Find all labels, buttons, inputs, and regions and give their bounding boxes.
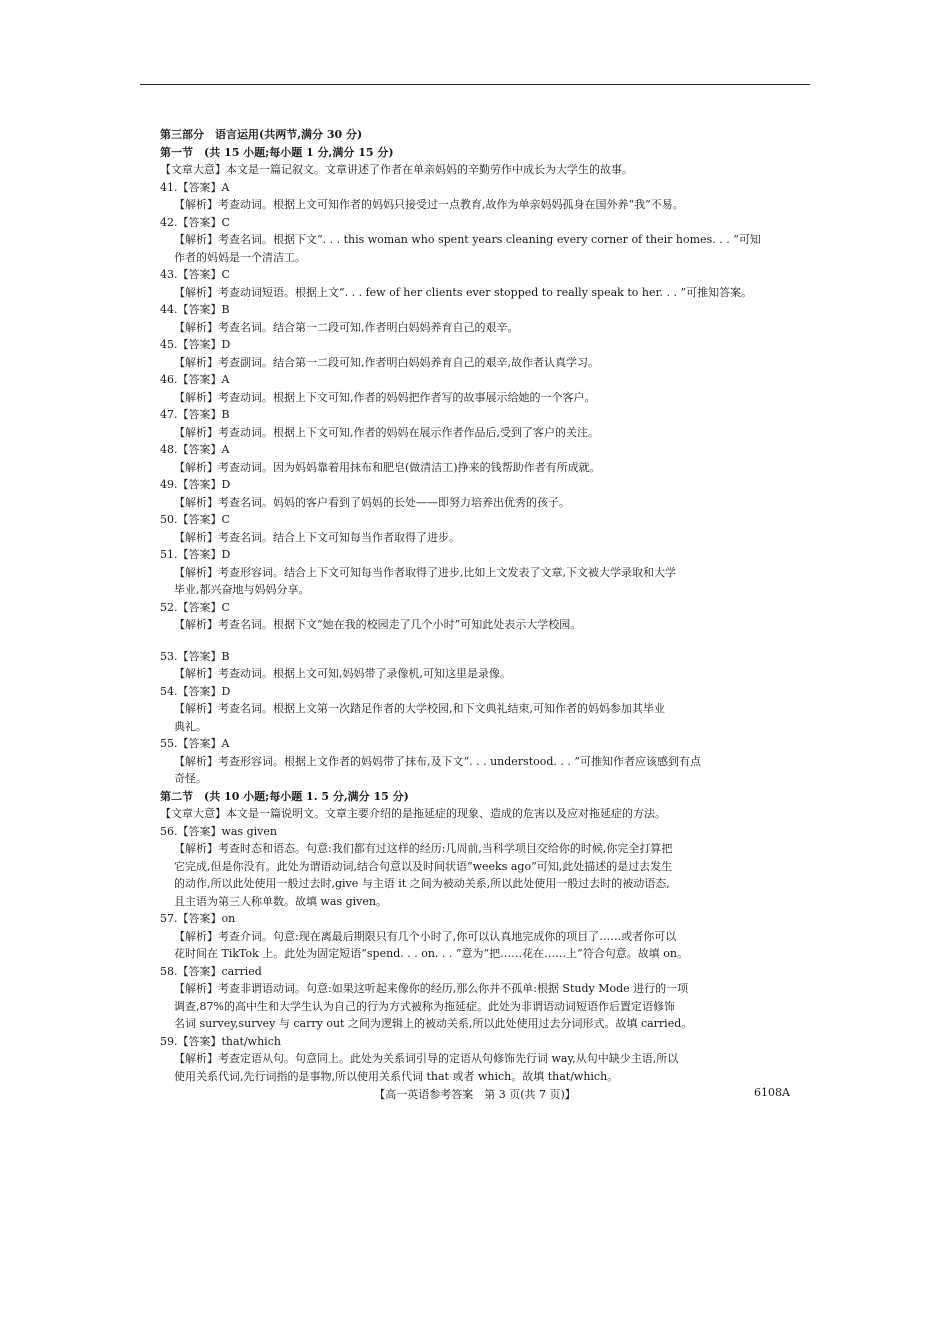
answer-line: 52.【答案】C — [160, 600, 230, 614]
explanation-line: 【解析】考查名词。结合第一二段可知,作者明白妈妈养育自己的艰辛。 — [174, 320, 519, 334]
explanation-line: 的动作,所以此处使用一般过去时,give 与主语 it 之间为被动关系,所以此处使用一般过去时的被动语态, — [174, 877, 670, 890]
answer-line: 55.【答案】A — [160, 737, 230, 750]
answer-line: 43.【答案】C — [160, 268, 230, 281]
explanation-line: 【解析】考查名词。根据上文第一次踏足作者的大学校园,和下文典礼结束,可知作者的妈妈参加其毕业 — [174, 702, 665, 715]
answer-line: 49.【答案】D — [160, 478, 231, 491]
explanation-line: 【解析】考查名词。根据下文“. . . this woman who spent years cleaning every corner of their homes. . . ”可知 — [174, 233, 761, 246]
answer-line: 54.【答案】D — [160, 684, 231, 698]
explanation-line: 【解析】考查动词。根据上下文可知,作者的妈妈把作者写的故事展示给她的一个客户。 — [174, 390, 596, 404]
explanation-line: 【解析】考查名词。根据下文“她在我的校园走了几个小时”可知此处表示大学校园。 — [174, 618, 582, 631]
section1-title: 第一节 (共 15 小题;每小题 1 分,满分 15 分) — [160, 145, 394, 159]
section1-items — [160, 179, 790, 634]
answer-line: 50.【答案】C — [160, 513, 230, 526]
answer-line: 41.【答案】A — [160, 180, 230, 194]
answer-line: 42.【答案】C — [160, 215, 230, 229]
section1-items-continued — [160, 648, 790, 788]
section2-summary: 【文章大意】本文是一篇说明文。文章主要介绍的是拖延症的现象、造成的危害以及应对拖延症的方法。 — [160, 807, 666, 820]
section2-title: 第二节 (共 10 小题;每小题 1. 5 分,满分 15 分) — [160, 789, 409, 803]
answer-line: 51.【答案】D — [160, 548, 231, 561]
explanation-line: 【解析】考查名词。妈妈的客户看到了妈妈的长处——即努力培养出优秀的孩子。 — [174, 495, 570, 509]
answer-line: 44.【答案】B — [160, 303, 230, 316]
part-title: 第三部分 语言运用(共两节,满分 30 分) — [160, 128, 363, 141]
answer-line: 58.【答案】carried — [160, 964, 262, 978]
explanation-line: 【解析】考查名词。结合上下文可知每当作者取得了进步。 — [174, 530, 460, 544]
explanation-line: 【解析】考查形容词。根据上文作者的妈妈带了抹布,及下文“. . . understood. . . ”可推知作者应该感到有点 — [174, 754, 702, 768]
explanation-line: 毕业,都兴奋地与妈妈分享。 — [174, 583, 310, 596]
explanation-line: 【解析】考查形容词。结合上下文可知每当作者取得了进步,比如上文发表了文章,下文被大学录取和大学 — [174, 565, 676, 579]
spacer — [160, 634, 790, 648]
explanation-line: 【解析】考查动词。因为妈妈靠着用抹布和肥皂(做清洁工)挣来的钱帮助作者有所成就。 — [174, 460, 601, 474]
answer-document — [160, 126, 790, 1085]
explanation-line: 它完成,但是你没有。此处为谓语动词,结合句意以及时间状语“weeks ago”可知,此处描述的是过去发生 — [174, 859, 673, 873]
explanation-line: 【解析】考查时态和语态。句意:我们都有过这样的经历:几周前,当科学项目交给你的时候,你完全打算把 — [174, 842, 673, 855]
explanation-line: 且主语为第三人称单数。故填 was given。 — [174, 894, 387, 908]
header-rule — [140, 84, 810, 85]
explanation-line: 【解析】考查动词。根据上文可知作者的妈妈只接受过一点教育,故作为单亲妈妈孤身在国外养“我”不易。 — [174, 198, 684, 211]
answer-line: 53.【答案】B — [160, 649, 230, 663]
explanation-line: 调查,87%的高中生和大学生认为自己的行为方式被称为拖延症。此处为非谓语动词短语作后置定语修饰 — [174, 999, 675, 1013]
explanation-line: 【解析】考查动词短语。根据上文“. . . few of her clients ever stopped to really speak to her. . . ”可推知答案。 — [174, 285, 753, 299]
footer-code: 6108A — [754, 1086, 790, 1099]
answer-line: 59.【答案】that/which — [160, 1034, 281, 1048]
explanation-line: 【解析】考查介词。句意:现在离最后期限只有几个小时了,你可以认真地完成你的项目了……或者你可以 — [174, 929, 677, 943]
explanation-line: 花时间在 TikTok 上。此处为固定短语“spend. . . on. . . ”意为“把……花在……上”符合句意。故填 on。 — [174, 947, 688, 960]
explanation-line: 奇怪。 — [174, 772, 207, 785]
section1-summary: 【文章大意】本文是一篇记叙文。文章讲述了作者在单亲妈妈的辛勤劳作中成长为大学生的故事。 — [160, 163, 633, 176]
answer-line: 57.【答案】on — [160, 912, 236, 925]
explanation-line: 作者的妈妈是一个清洁工。 — [174, 250, 306, 264]
footer-page-label: 【高一英语参考答案 第 3 页(共 7 页)】 — [374, 1088, 576, 1101]
answer-line: 48.【答案】A — [160, 443, 230, 456]
explanation-line: 使用关系代词,先行词指的是事物,所以使用关系代词 that 或者 which。故填 that/which。 — [174, 1069, 619, 1083]
explanation-line: 【解析】考查非谓语动词。句意:如果这听起来像你的经历,那么你并不孤单:根据 Study Mode 进行的一项 — [174, 982, 689, 995]
explanation-line: 典礼。 — [174, 719, 207, 733]
answer-line: 45.【答案】D — [160, 338, 231, 351]
answer-line: 47.【答案】B — [160, 408, 230, 421]
explanation-line: 【解析】考查动词。根据上文可知,妈妈带了录像机,可知这里是录像。 — [174, 667, 511, 680]
explanation-line: 【解析】考查动词。根据上下文可知,作者的妈妈在展示作者作品后,受到了客户的关注。 — [174, 425, 599, 439]
answer-line: 46.【答案】A — [160, 373, 230, 386]
explanation-line: 【解析】考查副词。结合第一二段可知,作者明白妈妈养育自己的艰辛,故作者认真学习。 — [174, 355, 599, 369]
explanation-line: 名词 survey,survey 与 carry out 之间为逻辑上的被动关系,所以此处使用过去分词形式。故填 carried。 — [174, 1017, 693, 1030]
explanation-line: 【解析】考查定语从句。句意同上。此处为关系词引导的定语从句修饰先行词 way,从句中缺少主语,所以 — [174, 1052, 679, 1065]
answer-line: 56.【答案】was given — [160, 824, 277, 838]
section2-items — [160, 823, 790, 1086]
